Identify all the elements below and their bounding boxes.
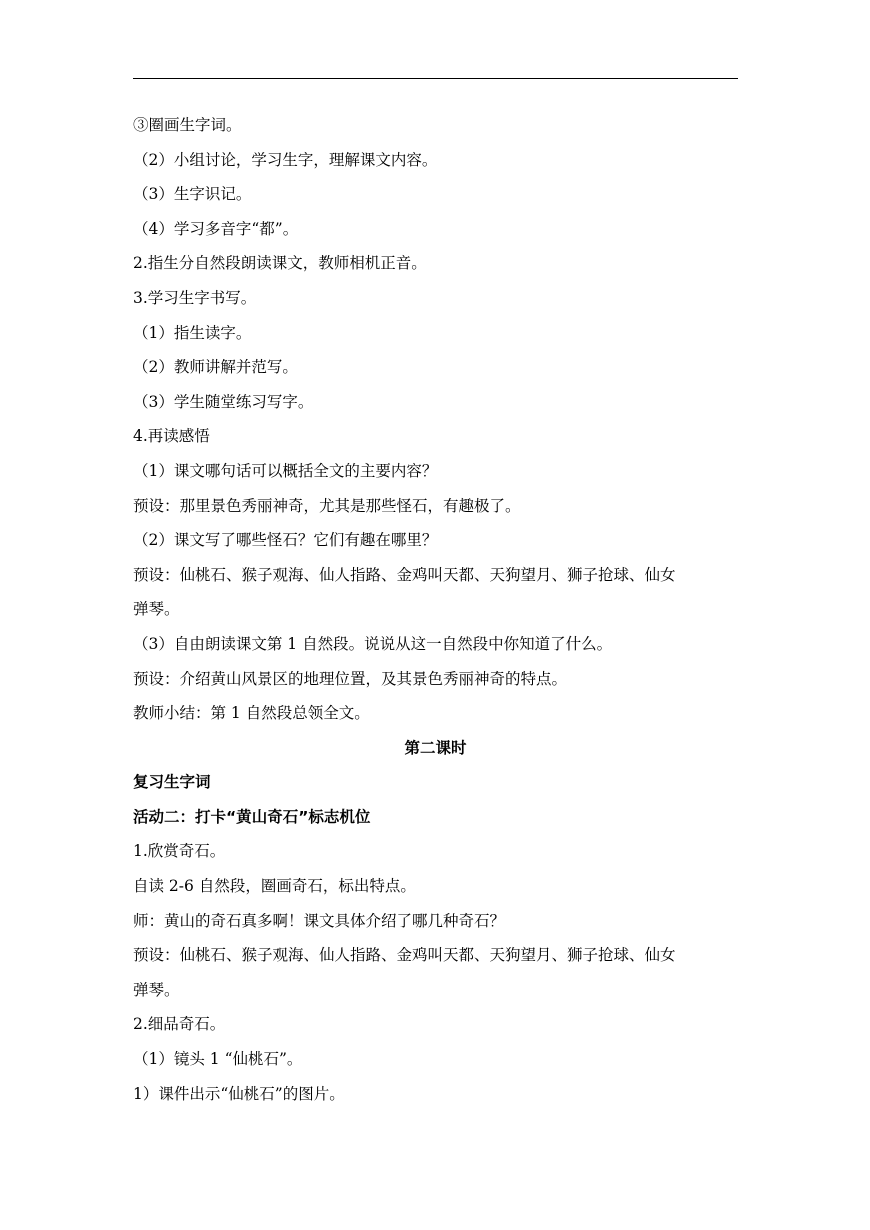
section-heading: 复习生字词	[133, 773, 211, 792]
document-body	[133, 108, 738, 1111]
section-title: 第二课时	[404, 738, 467, 757]
text-line: 弹琴。	[133, 600, 180, 619]
text-line: （1）课文哪句话可以概括全文的主要内容？	[133, 461, 438, 480]
header-rule	[133, 78, 738, 79]
text-line: 自读 2-6 自然段，圈画奇石，标出特点。	[133, 877, 416, 896]
text-line: （3）学生随堂练习写字。	[133, 392, 314, 411]
text-line: 预设：介绍黄山风景区的地理位置，及其景色秀丽神奇的特点。	[133, 669, 568, 688]
text-line: 弹琴。	[133, 980, 180, 999]
text-line: （2）小组讨论，学习生字，理解课文内容。	[133, 150, 438, 169]
text-line: 2.指生分自然段朗读课文，教师相机正音。	[133, 254, 427, 273]
text-line: 1.欣赏奇石。	[133, 842, 226, 861]
text-line: （3）生字识记。	[133, 185, 252, 204]
text-line: （2）教师讲解并范写。	[133, 358, 298, 377]
text-line: ③圈画生字词。	[133, 116, 242, 134]
text-line: 3.学习生字书写。	[133, 288, 257, 307]
text-line: 1）课件出示“仙桃石”的图片。	[133, 1084, 345, 1103]
text-line: （3）自由朗读课文第 1 自然段。说说从这一自然段中你知道了什么。	[133, 634, 613, 653]
text-line: （2）课文写了哪些怪石？它们有趣在哪里？	[133, 531, 438, 550]
text-line: 4.再读感悟	[133, 427, 210, 446]
activity-heading: 活动二：打卡“黄山奇石”标志机位	[133, 807, 371, 826]
text-line: 预设：仙桃石、猴子观海、仙人指路、金鸡叫天都、天狗望月、狮子抢球、仙女	[133, 946, 676, 965]
text-line: 师：黄山的奇石真多啊！课文具体介绍了哪几种奇石？	[133, 911, 506, 930]
text-line: （1）镜头 1 “仙桃石”。	[133, 1050, 303, 1069]
text-line: （1）指生读字。	[133, 323, 252, 342]
text-line: 教师小结：第 1 自然段总领全文。	[133, 704, 370, 723]
text-line: 2.细品奇石。	[133, 1015, 226, 1034]
text-line: （4）学习多音字“都”。	[133, 219, 299, 238]
text-line: 预设：仙桃石、猴子观海、仙人指路、金鸡叫天都、天狗望月、狮子抢球、仙女	[133, 565, 676, 584]
text-line: 预设：那里景色秀丽神奇，尤其是那些怪石，有趣极了。	[133, 496, 521, 515]
